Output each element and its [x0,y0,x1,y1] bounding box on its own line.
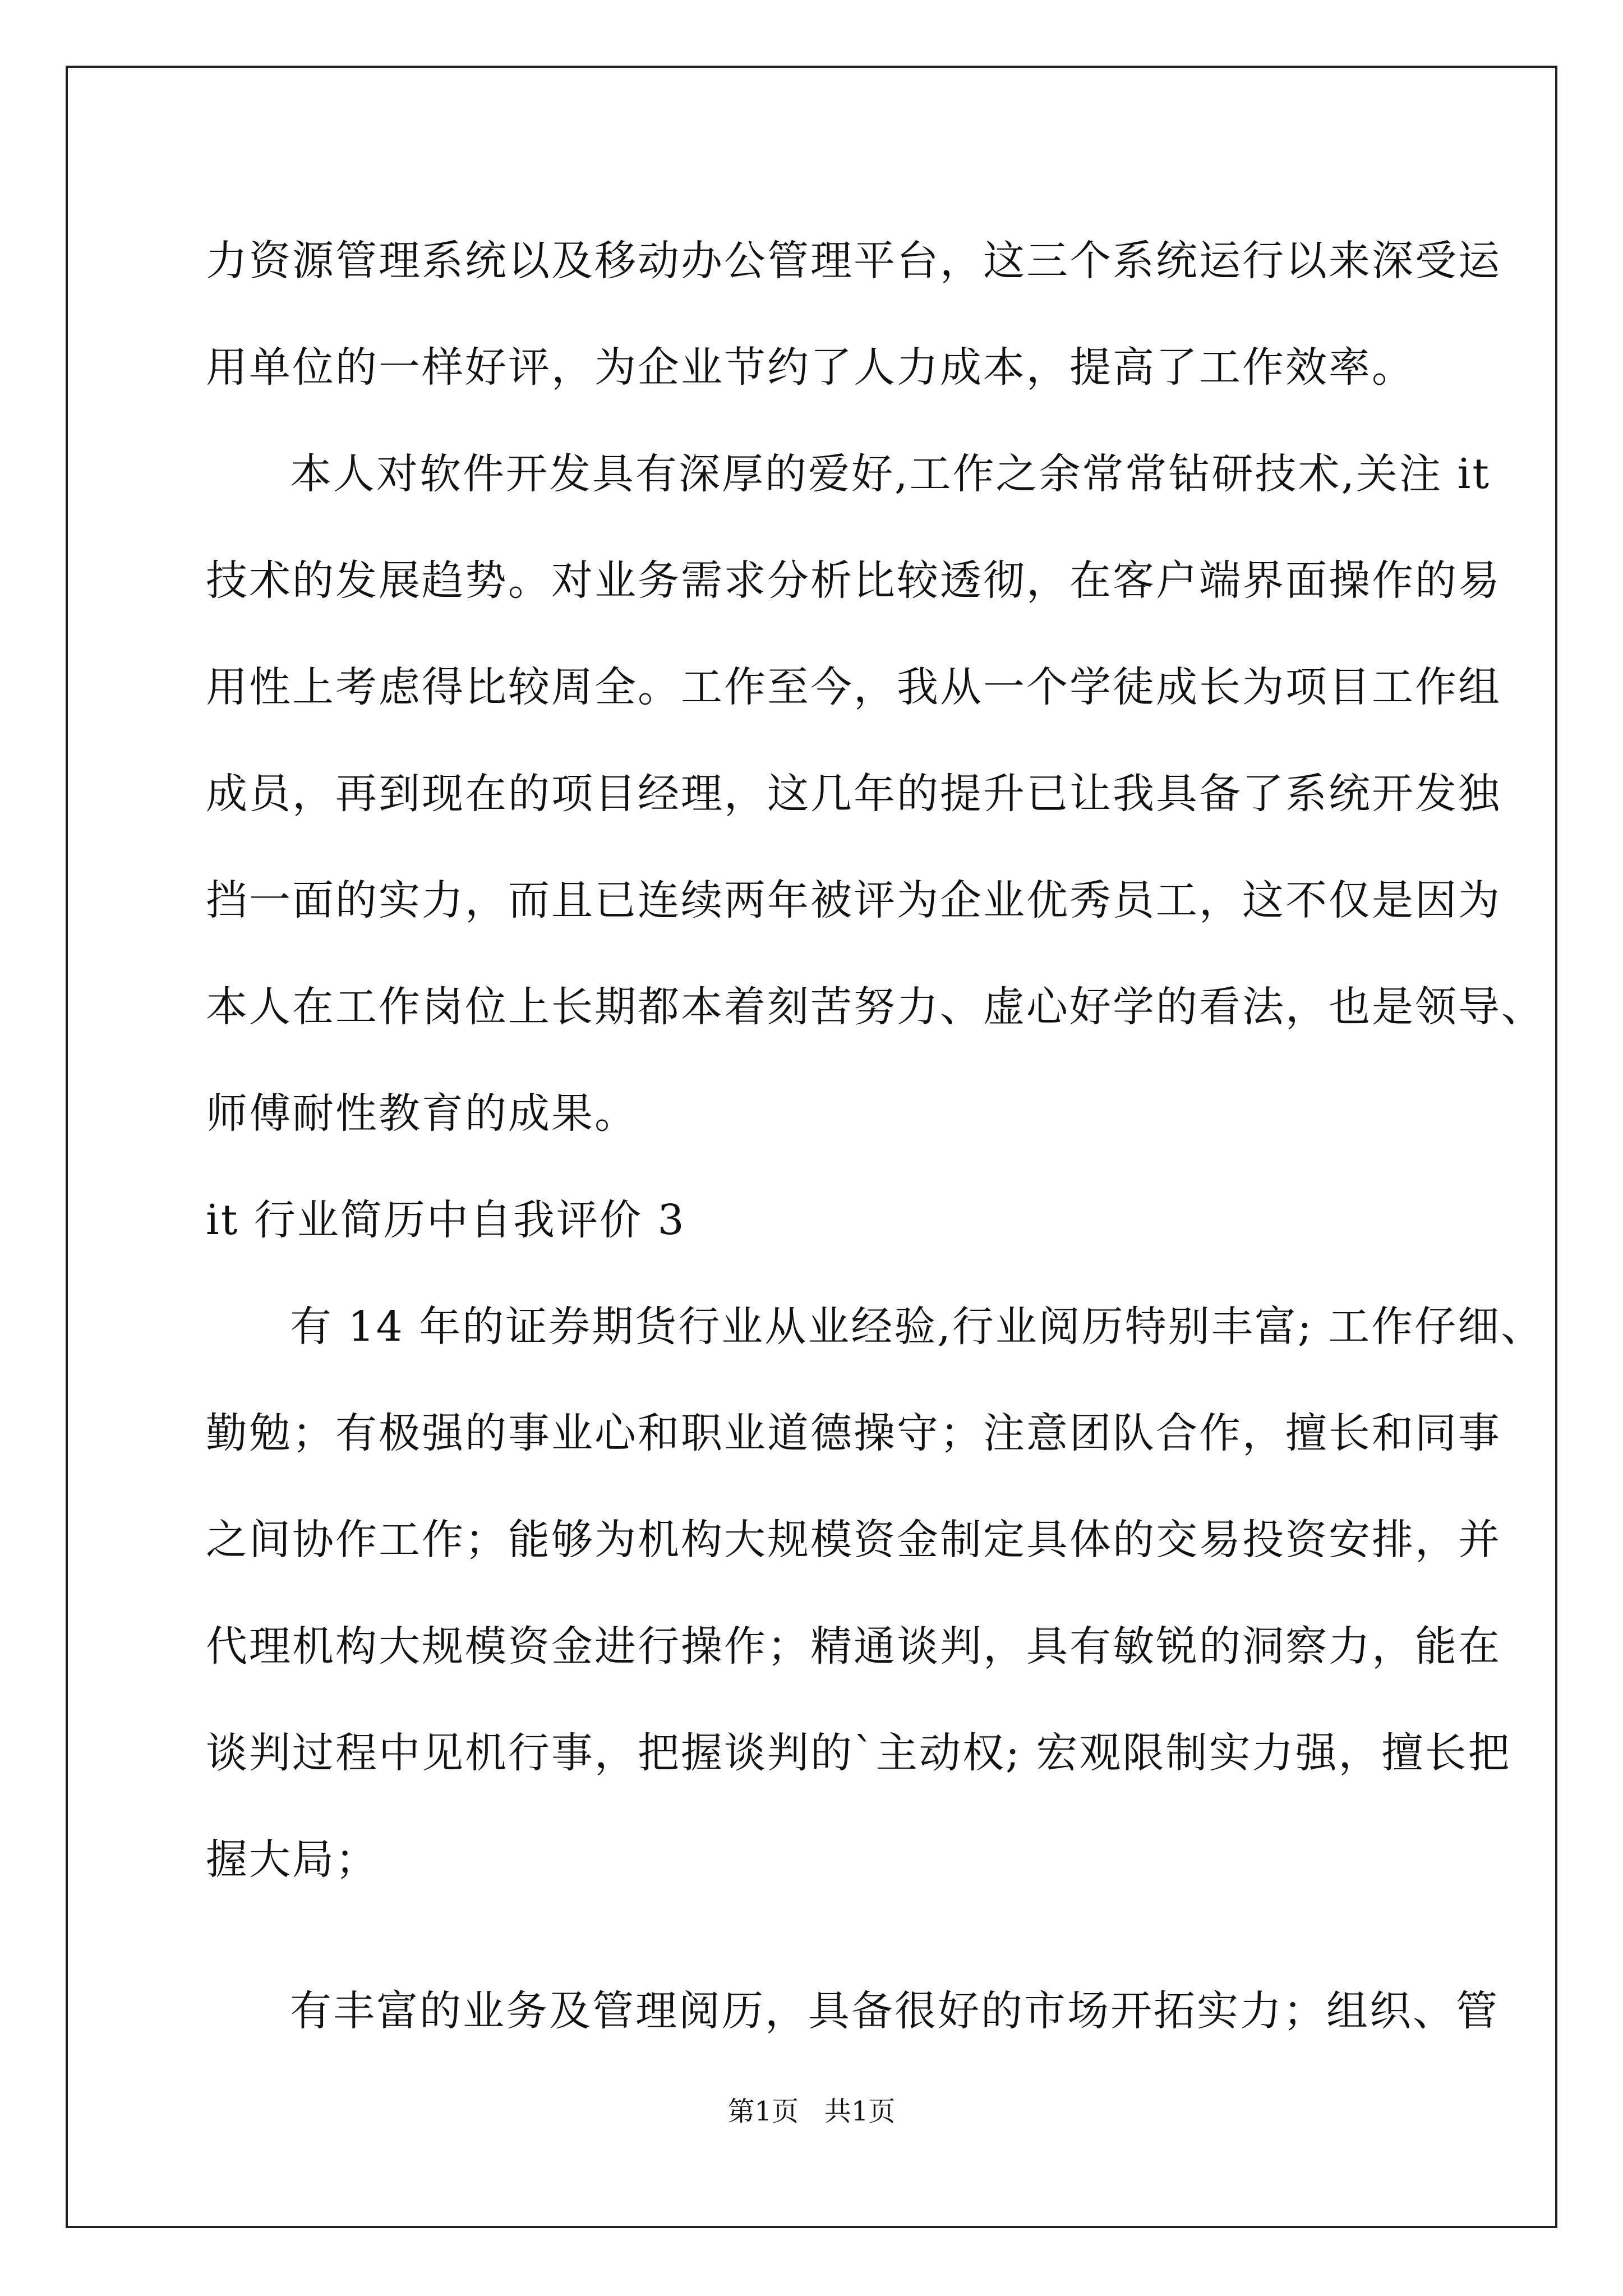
paragraph-line: 用单位的一样好评，为企业节约了人力成本，提高了工作效率。 [206,343,1415,392]
paragraph-line: 挡一面的实力，而且已连续两年被评为企业优秀员工，这不仅是因为 [206,876,1501,924]
paragraph-line: 谈判过程中见机行事，把握谈判的`主动权; 宏观限制实力强，擅长把 [206,1729,1511,1777]
page-number: 第1页 共1页 [727,2096,896,2127]
paragraph-line: 勤勉；有极强的事业心和职业道德操守；注意团队合作，擅长和同事 [206,1409,1501,1457]
paragraph-line: 师傅耐性教育的成果。 [206,1089,638,1138]
paragraph-line: 用性上考虑得比较周全。工作至今，我从一个学徒成长为项目工作组 [206,663,1501,711]
paragraph-line: 本人在工作岗位上长期都本着刻苦努力、虚心好学的看法，也是领导、 [206,983,1544,1031]
paragraph-line: 握大局； [206,1835,379,1884]
document-body [206,208,1544,2064]
paragraph-line: 力资源管理系统以及移动办公管理平台，这三个系统运行以来深受运 [206,237,1501,285]
section-heading: it 行业简历中自我评价 3 [206,1196,686,1244]
paragraph-line: 技术的发展趋势。对业务需求分析比较透彻，在客户端界面操作的易 [206,556,1501,605]
paragraph-line: 代理机构大规模资金进行操作；精通谈判，具有敏锐的洞察力，能在 [206,1622,1501,1671]
paragraph-line: 成员，再到现在的项目经理，这几年的提升已让我具备了系统开发独 [206,770,1501,818]
paragraph-line: 有丰富的业务及管理阅历，具备很好的市场开拓实力；组织、管 [290,1987,1499,2035]
paragraph-line: 有 14 年的证券期货行业从业经验,行业阅历特别丰富; 工作仔细、 [290,1303,1544,1351]
paragraph-gap [206,1913,1412,1958]
paragraph-line: 本人对软件开发具有深厚的爱好,工作之余常常钻研技术,关注 it [290,450,1491,498]
paragraph-line: 之间协作工作；能够为机构大规模资金制定具体的交易投资安排，并 [206,1516,1501,1564]
